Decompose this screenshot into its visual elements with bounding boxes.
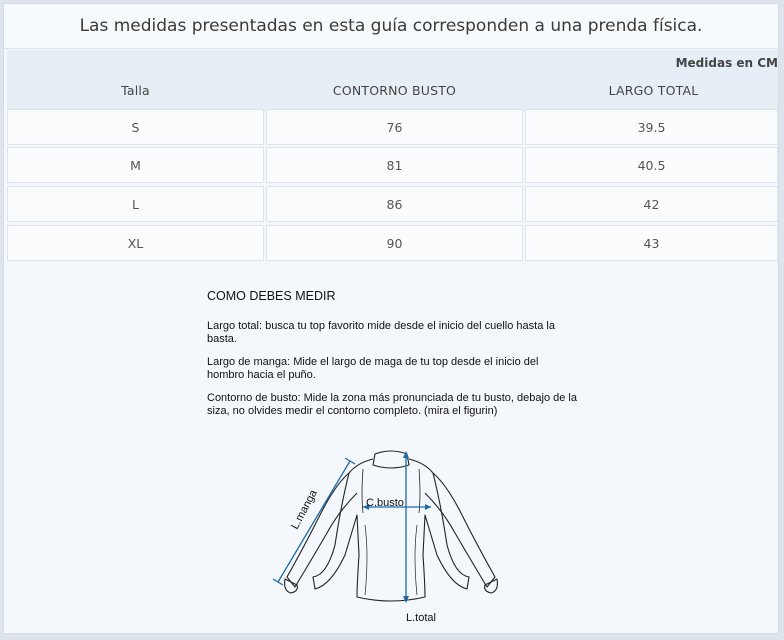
guide-heading: COMO DEBES MEDIR — [207, 289, 336, 303]
page-title: Las medidas presentadas en esta guía corresponden a una prenda física. — [4, 4, 778, 49]
cell-length: 43 — [525, 225, 778, 261]
cell-bust: 76 — [266, 109, 523, 145]
cell-size: XL — [7, 225, 264, 261]
column-header-bust: CONTORNO BUSTO — [332, 83, 457, 98]
top-outline-icon — [285, 451, 498, 601]
cell-length: 40.5 — [525, 147, 778, 183]
garment-figure — [265, 445, 525, 630]
cell-bust: 90 — [266, 225, 523, 261]
guide-paragraph-bust: Contorno de busto: Mide la zona más pronunciada de tu busto, debajo de la siza, no olvides medir el contorno completo. (mira el figurin) — [207, 392, 577, 417]
column-header-size: Talla — [121, 83, 150, 98]
cell-bust: 81 — [266, 147, 523, 183]
cell-length: 39.5 — [525, 109, 778, 145]
sleeve-length-label: L.manga — [289, 487, 320, 532]
table-row — [7, 186, 778, 222]
cell-size: M — [7, 147, 264, 183]
units-label: Medidas en CM — [675, 56, 778, 70]
table-header — [7, 50, 778, 112]
cell-size: S — [7, 109, 264, 145]
cell-bust: 86 — [266, 186, 523, 222]
table-row — [7, 109, 778, 145]
guide-paragraph-total-length: Largo total: busca tu top favorito mide desde el inicio del cuello hasta la basta. — [207, 320, 555, 345]
cell-size: L — [7, 186, 264, 222]
guide-paragraph-sleeve-length: Largo de manga: Mide el largo de maga de tu top desde el inicio del hombro hacia el puño. — [207, 356, 539, 381]
cell-length: 42 — [525, 186, 778, 222]
bust-label: C.busto — [366, 497, 404, 509]
table-row — [7, 225, 778, 261]
column-header-length: LARGO TOTAL — [608, 83, 699, 98]
total-length-label: L.total — [406, 612, 436, 624]
table-row — [7, 147, 778, 183]
measuring-guide — [207, 289, 577, 428]
